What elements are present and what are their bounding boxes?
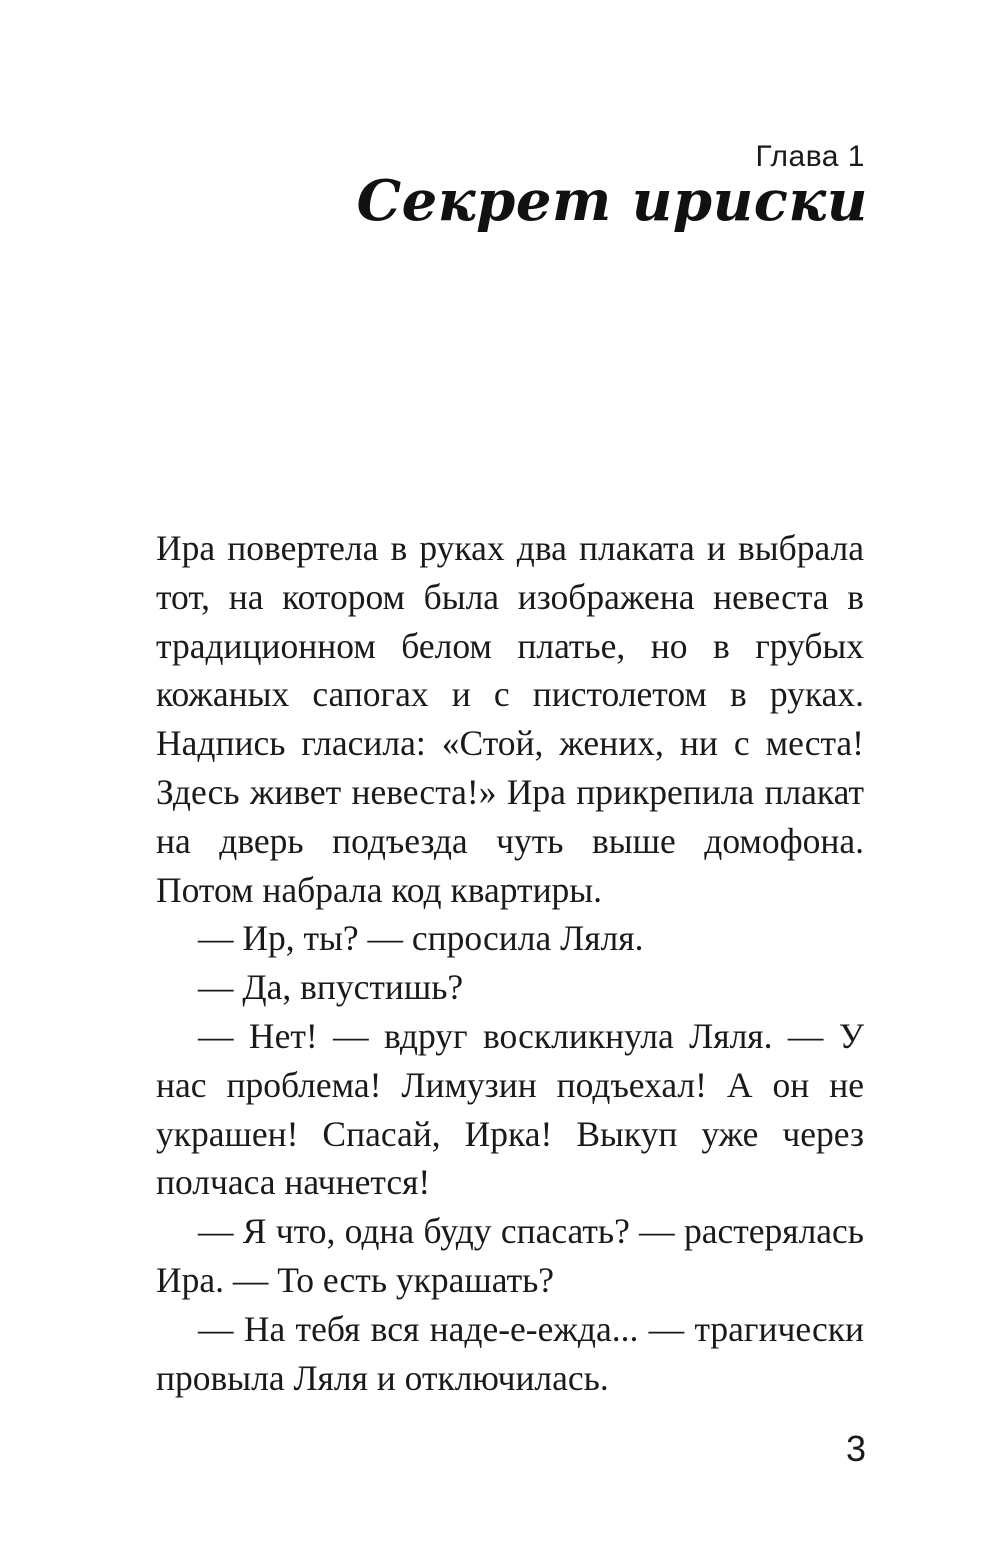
chapter-body [156, 524, 864, 1402]
chapter-title: Секрет ириски [356, 168, 868, 234]
dialogue-line: — Ир, ты? — спросила Ляля. [198, 918, 644, 959]
dialogue-line: — Да, впустишь? [198, 967, 464, 1008]
chapter-label: Глава 1 [755, 140, 865, 173]
dialogue-line: — Нет! — вдруг воскликнула Ляля. — У нас проблема! Лимузин подъехал! А он не украшен! Спасай, Ирка! Выкуп уже через полчаса начнется! [156, 1015, 864, 1203]
paragraph: Ира повертела в руках два плаката и выбрала тот, на котором была изображена невеста в традиционном белом платье, но в грубых кожаных сапогах и с пистолетом в руках. Надпись гласила: «Стой, жених, ни с места! Здесь живет невеста!» Ира прикрепила плакат на дверь подъезда чуть выше домофона. Потом набрала код квартиры. [156, 528, 864, 910]
dialogue-line: — На тебя вся наде-е-ежда... — трагически провыла Ляля и отключилась. [156, 1308, 864, 1398]
page-number: 3 [845, 1428, 866, 1469]
dialogue-line: — Я что, одна буду спасать? — растерялась Ира. — То есть украшать? [156, 1211, 864, 1300]
